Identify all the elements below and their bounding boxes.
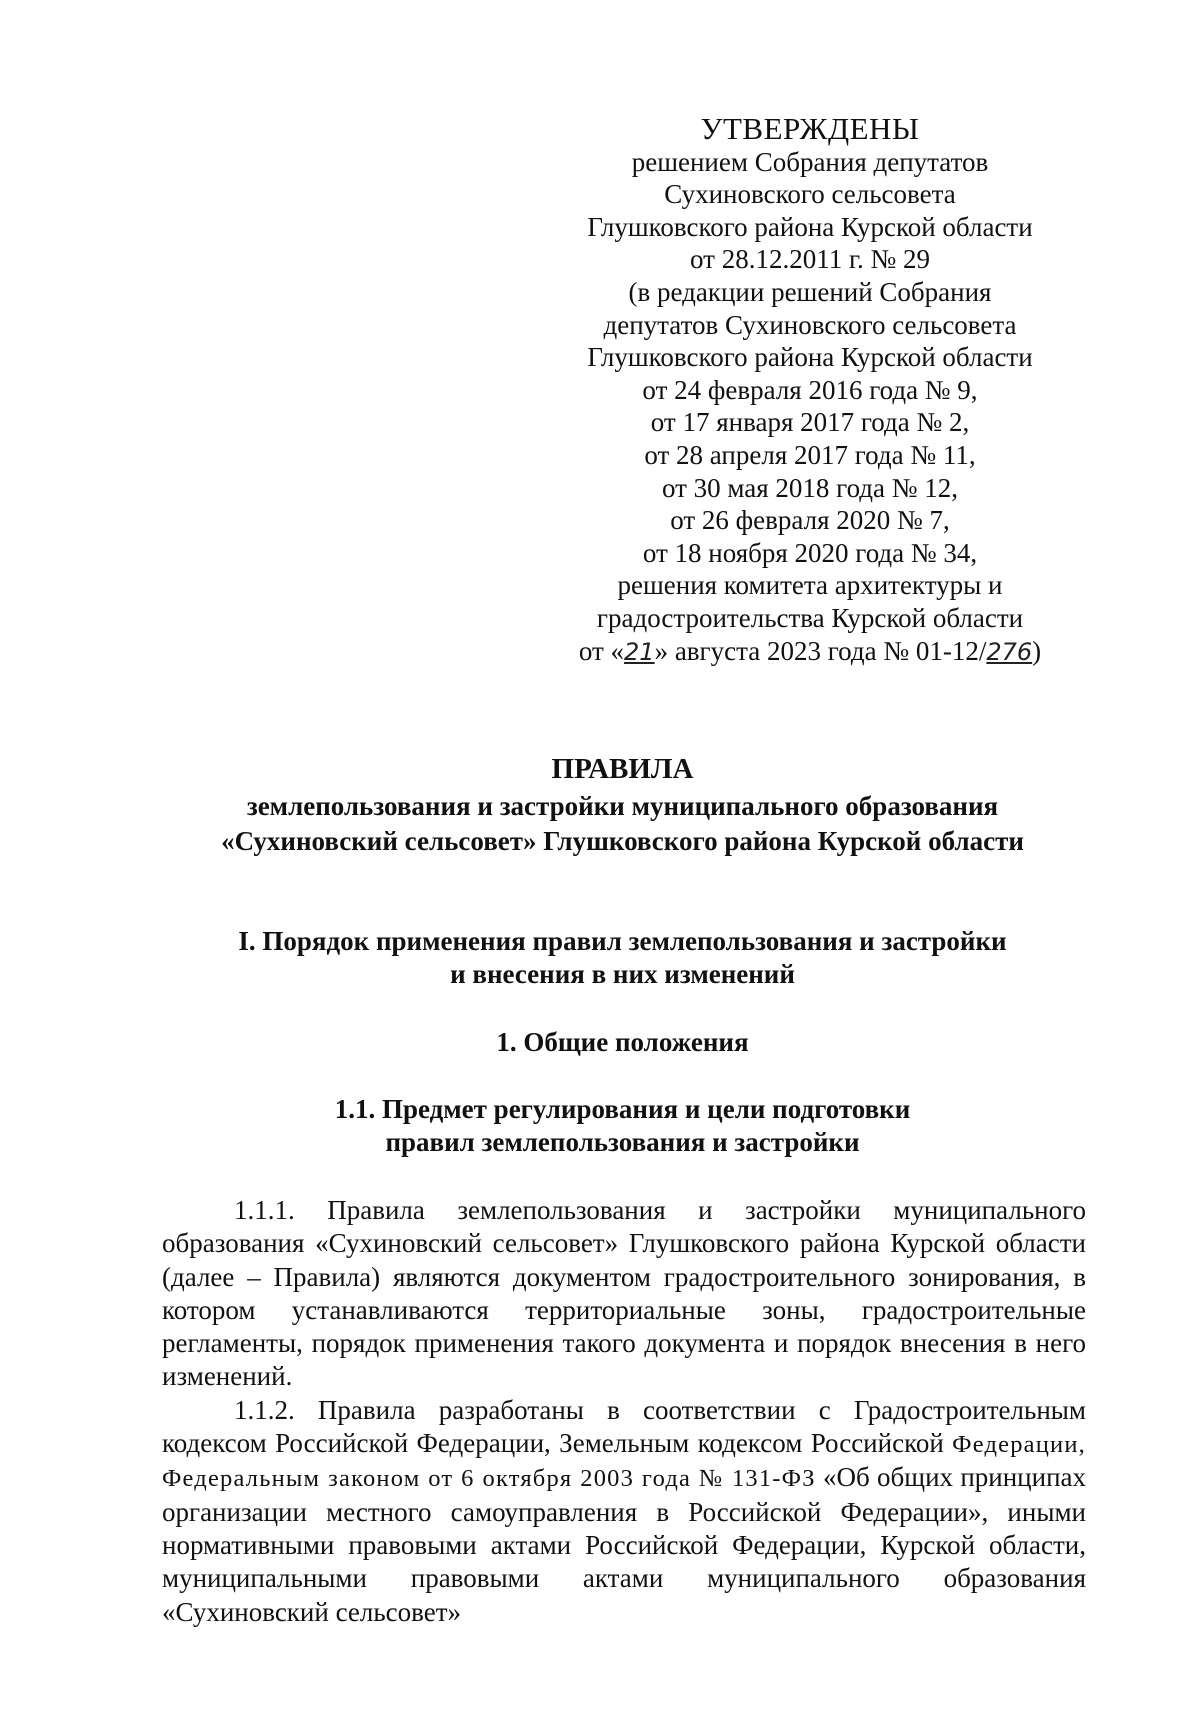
handwritten-day: 21 bbox=[624, 637, 655, 666]
approval-line: Глушковского района Курской области bbox=[587, 342, 1033, 373]
approval-line: от 17 января 2017 года № 2, bbox=[650, 407, 970, 438]
approval-last-line bbox=[540, 635, 1080, 669]
approval-line: Глушковского района Курской области bbox=[587, 211, 1033, 242]
section-heading-line: и внесения в них изменений bbox=[450, 959, 795, 989]
approval-block bbox=[540, 113, 1080, 668]
approval-line: депутатов Сухиновского сельсовета bbox=[603, 309, 1017, 340]
title-subtitle: «Сухиновский сельсовет» Глушковского района Курской области bbox=[221, 826, 1024, 856]
approval-date-suffix: ) bbox=[1032, 635, 1042, 666]
approval-line: Сухиновского сельсовета bbox=[664, 179, 956, 210]
paragraph-part: 1.1.2. Правила разработаны в соответствии с Градостроительным кодексом Российской Федерации, Земельным кодексом Российской bbox=[162, 1394, 1086, 1459]
section-heading-1 bbox=[160, 925, 1085, 991]
title-main: ПРАВИЛА bbox=[551, 753, 694, 785]
approval-line: от 28 апреля 2017 года № 11, bbox=[644, 439, 976, 470]
section-heading-line: 1.1. Предмет регулирования и цели подготовки bbox=[334, 1094, 911, 1124]
document-title bbox=[160, 752, 1085, 859]
section-heading-line: I. Порядок применения правил землепользования и застройки bbox=[238, 926, 1007, 956]
handwritten-number: 276 bbox=[986, 637, 1033, 666]
approval-line: от 30 мая 2018 года № 12, bbox=[661, 472, 959, 503]
approval-date-prefix: от « bbox=[578, 635, 625, 666]
paragraph-part: «Об общих принципах организации местного самоуправления в Российской Федерации», иными нормативными правовыми актами Российской Федерации, Курской области, муниципальными правовыми актами муниципального образования «Сухиновский сельсовет» bbox=[162, 1462, 1086, 1627]
section-heading-line: 1. Общие положения bbox=[496, 1027, 749, 1057]
approval-line: от 26 февраля 2020 № 7, bbox=[670, 505, 950, 536]
approval-line: решения комитета архитектуры и bbox=[617, 570, 1003, 601]
approval-line: градостроительства Курской области bbox=[596, 602, 1024, 633]
approval-line: от 18 ноября 2020 года № 34, bbox=[642, 537, 978, 568]
section-heading-2 bbox=[160, 1026, 1085, 1059]
paragraph-1-1-1: 1.1.1. Правила землепользования и застройки муниципального образования «Сухиновский сельсовет» Глушковского района Курской области (далее – Правила) являются документом градостроительного зонирования, в котором устанавливаются территориальные зоны, градостроительные регламенты, порядок применения такого документа и порядок внесения в него изменений. bbox=[162, 1195, 1086, 1392]
approval-line: решением Собрания депутатов bbox=[631, 146, 989, 177]
approval-line: от 28.12.2011 г. № 29 bbox=[690, 244, 930, 275]
approval-date-middle: » августа 2023 года № 01-12/ bbox=[654, 635, 987, 666]
section-heading-line: правил землепользования и застройки bbox=[385, 1127, 860, 1157]
approval-line: от 24 февраля 2016 года № 9, bbox=[642, 374, 978, 405]
paragraph-1-1-2 bbox=[162, 1394, 1086, 1629]
paragraph-part: Федерации, Федеральным законом от 6 октября 2003 года № 131-ФЗ bbox=[162, 1431, 1086, 1493]
title-subtitle: землепользования и застройки муниципального образования bbox=[246, 791, 999, 821]
approval-heading: УТВЕРЖДЕНЫ bbox=[700, 111, 920, 146]
section-heading-3 bbox=[160, 1093, 1085, 1159]
approval-line: (в редакции решений Собрания bbox=[628, 276, 992, 307]
body-text bbox=[162, 1194, 1086, 1629]
